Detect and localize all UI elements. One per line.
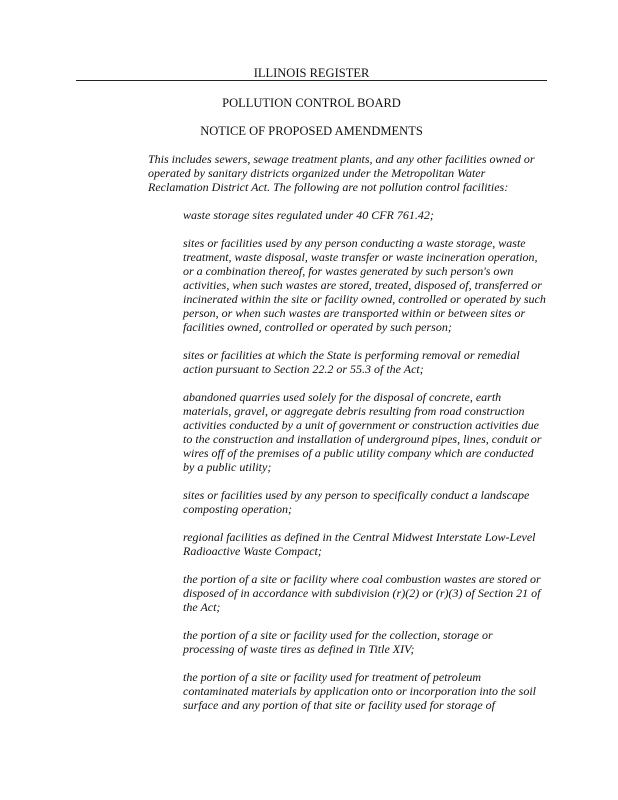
intro-paragraph: This includes sewers, sewage treatment plants, and any other facilities owned or operated by sanitary districts organized under the Metropolitan Water Reclamation District Act. The following are not pollution control facilities: — [148, 152, 535, 194]
register-title: ILLINOIS REGISTER — [253, 66, 370, 80]
list-item: sites or facilities used by any person to specifically conduct a landscape composting operation; — [183, 488, 530, 516]
notice-title: NOTICE OF PROPOSED AMENDMENTS — [200, 124, 423, 138]
list-item: sites or facilities used by any person conducting a waste storage, waste treatment, waste disposal, waste transfer or waste incineration operation, or a combination thereof, for wastes generated by such person's own activities, when such wastes are stored, treated, disposed of, transferred or incinerated within the site or facility owned, controlled or operated by such person, or when such wastes are transported within or between sites or facilities owned, controlled or operated by such person; — [183, 236, 546, 334]
list-item: the portion of a site or facility where coal combustion wastes are stored or disposed of in accordance with subdivision (r)(2) or (r)(3) of Section 21 of the Act; — [183, 572, 541, 614]
list-item: the portion of a site or facility used for the collection, storage or processing of waste tires as defined in Title XIV; — [183, 628, 493, 656]
list-item: abandoned quarries used solely for the disposal of concrete, earth materials, gravel, or aggregate debris resulting from road construction activities conducted by a unit of government or construction activities due to the construction and installation of underground pipes, lines, conduit or wires off of the premises of a public utility company which are conducted by a public utility; — [183, 390, 542, 474]
header-rule — [76, 80, 547, 81]
list-item: the portion of a site or facility used for treatment of petroleum contaminated materials by application onto or incorporation into the soil surface and any portion of that site or facility used for storage of — [183, 670, 536, 712]
list-item: sites or facilities at which the State is performing removal or remedial action pursuant to Section 22.2 or 55.3 of the Act; — [183, 348, 520, 376]
board-title: POLLUTION CONTROL BOARD — [222, 96, 401, 110]
list-item: regional facilities as defined in the Central Midwest Interstate Low-Level Radioactive Waste Compact; — [183, 530, 536, 558]
list-item: waste storage sites regulated under 40 CFR 761.42; — [183, 208, 434, 222]
